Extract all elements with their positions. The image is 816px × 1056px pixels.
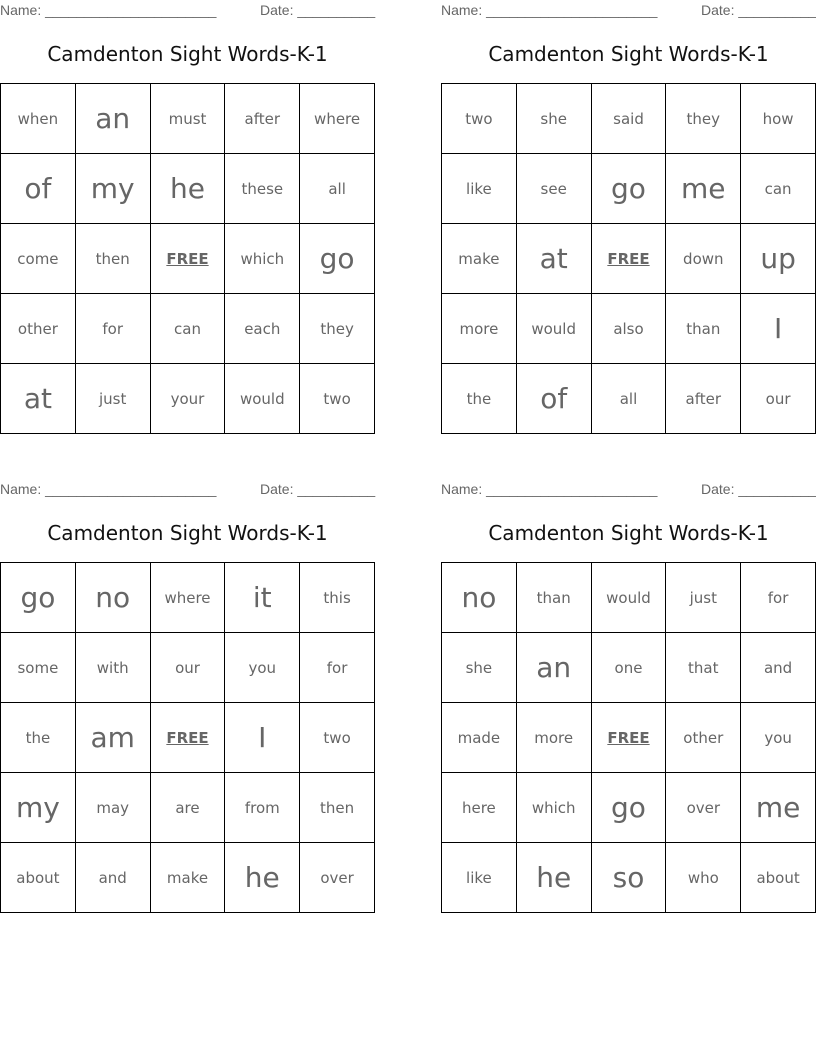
word-cell: which <box>225 224 300 294</box>
word-cell: see <box>517 154 592 224</box>
word-cell: two <box>300 364 375 434</box>
word-cell: this <box>300 563 375 633</box>
word-cell: at <box>1 364 76 434</box>
word-cell: two <box>300 703 375 773</box>
word-cell: made <box>442 703 517 773</box>
word-cell: make <box>442 224 517 294</box>
word-cell: no <box>76 563 151 633</box>
word-cell: one <box>592 633 667 703</box>
card-title: Camdenton Sight Words-K-1 <box>488 521 769 545</box>
name-field-label: Name: ______________________ <box>441 2 658 18</box>
word-cell: each <box>225 294 300 364</box>
word-cell: where <box>300 84 375 154</box>
name-date-header <box>441 479 816 501</box>
word-cell: he <box>517 843 592 913</box>
bingo-grid <box>0 562 375 913</box>
word-cell: would <box>592 563 667 633</box>
word-cell: of <box>517 364 592 434</box>
word-cell: from <box>225 773 300 843</box>
word-cell: go <box>592 773 667 843</box>
date-field-label: Date: __________ <box>701 481 816 497</box>
word-cell: my <box>1 773 76 843</box>
word-cell: come <box>1 224 76 294</box>
card-title: Camdenton Sight Words-K-1 <box>488 42 769 66</box>
word-cell: that <box>666 633 741 703</box>
word-cell: am <box>76 703 151 773</box>
word-cell: after <box>666 364 741 434</box>
free-space-cell: FREE <box>592 703 667 773</box>
word-cell: make <box>151 843 226 913</box>
word-cell: so <box>592 843 667 913</box>
word-cell: when <box>1 84 76 154</box>
word-cell: like <box>442 154 517 224</box>
name-date-header <box>0 479 375 501</box>
word-cell: my <box>76 154 151 224</box>
word-cell: you <box>225 633 300 703</box>
date-field-label: Date: __________ <box>701 2 816 18</box>
word-cell: of <box>1 154 76 224</box>
word-cell: you <box>741 703 816 773</box>
word-cell: just <box>76 364 151 434</box>
word-cell: for <box>741 563 816 633</box>
word-cell: an <box>517 633 592 703</box>
name-date-header <box>441 0 816 22</box>
word-cell: would <box>225 364 300 434</box>
word-cell: two <box>442 84 517 154</box>
bingo-grid <box>441 562 816 913</box>
word-cell: I <box>741 294 816 364</box>
word-cell: than <box>517 563 592 633</box>
word-cell: down <box>666 224 741 294</box>
word-cell: our <box>151 633 226 703</box>
name-field-label: Name: ______________________ <box>441 481 658 497</box>
word-cell: also <box>592 294 667 364</box>
word-cell: may <box>76 773 151 843</box>
word-cell: these <box>225 154 300 224</box>
word-cell: I <box>225 703 300 773</box>
bingo-grid <box>0 83 375 434</box>
word-cell: an <box>76 84 151 154</box>
word-cell: about <box>1 843 76 913</box>
word-cell: for <box>300 633 375 703</box>
word-cell: other <box>666 703 741 773</box>
word-cell: he <box>151 154 226 224</box>
word-cell: after <box>225 84 300 154</box>
word-cell: how <box>741 84 816 154</box>
word-cell: must <box>151 84 226 154</box>
word-cell: and <box>76 843 151 913</box>
word-cell: they <box>300 294 375 364</box>
word-cell: the <box>442 364 517 434</box>
word-cell: me <box>741 773 816 843</box>
word-cell: all <box>300 154 375 224</box>
card-title: Camdenton Sight Words-K-1 <box>47 42 328 66</box>
word-cell: where <box>151 563 226 633</box>
word-cell: can <box>151 294 226 364</box>
word-cell: said <box>592 84 667 154</box>
word-cell: more <box>517 703 592 773</box>
word-cell: more <box>442 294 517 364</box>
word-cell: our <box>741 364 816 434</box>
word-cell: then <box>76 224 151 294</box>
word-cell: would <box>517 294 592 364</box>
word-cell: who <box>666 843 741 913</box>
name-field-label: Name: ______________________ <box>0 481 217 497</box>
word-cell: go <box>300 224 375 294</box>
name-field-label: Name: ______________________ <box>0 2 217 18</box>
word-cell: they <box>666 84 741 154</box>
word-cell: all <box>592 364 667 434</box>
word-cell: me <box>666 154 741 224</box>
word-cell: then <box>300 773 375 843</box>
word-cell: she <box>517 84 592 154</box>
word-cell: and <box>741 633 816 703</box>
word-cell: your <box>151 364 226 434</box>
word-cell: about <box>741 843 816 913</box>
bingo-grid <box>441 83 816 434</box>
date-field-label: Date: __________ <box>260 481 376 497</box>
word-cell: no <box>442 563 517 633</box>
word-cell: for <box>76 294 151 364</box>
word-cell: some <box>1 633 76 703</box>
word-cell: are <box>151 773 226 843</box>
word-cell: which <box>517 773 592 843</box>
word-cell: the <box>1 703 76 773</box>
word-cell: go <box>592 154 667 224</box>
word-cell: just <box>666 563 741 633</box>
date-field-label: Date: __________ <box>260 2 376 18</box>
word-cell: other <box>1 294 76 364</box>
word-cell: like <box>442 843 517 913</box>
free-space-cell: FREE <box>592 224 667 294</box>
word-cell: go <box>1 563 76 633</box>
word-cell: than <box>666 294 741 364</box>
word-cell: can <box>741 154 816 224</box>
word-cell: with <box>76 633 151 703</box>
word-cell: at <box>517 224 592 294</box>
free-space-cell: FREE <box>151 703 226 773</box>
word-cell: it <box>225 563 300 633</box>
word-cell: over <box>666 773 741 843</box>
free-space-cell: FREE <box>151 224 226 294</box>
name-date-header <box>0 0 375 22</box>
word-cell: over <box>300 843 375 913</box>
word-cell: here <box>442 773 517 843</box>
word-cell: she <box>442 633 517 703</box>
word-cell: he <box>225 843 300 913</box>
word-cell: up <box>741 224 816 294</box>
card-title: Camdenton Sight Words-K-1 <box>47 521 328 545</box>
